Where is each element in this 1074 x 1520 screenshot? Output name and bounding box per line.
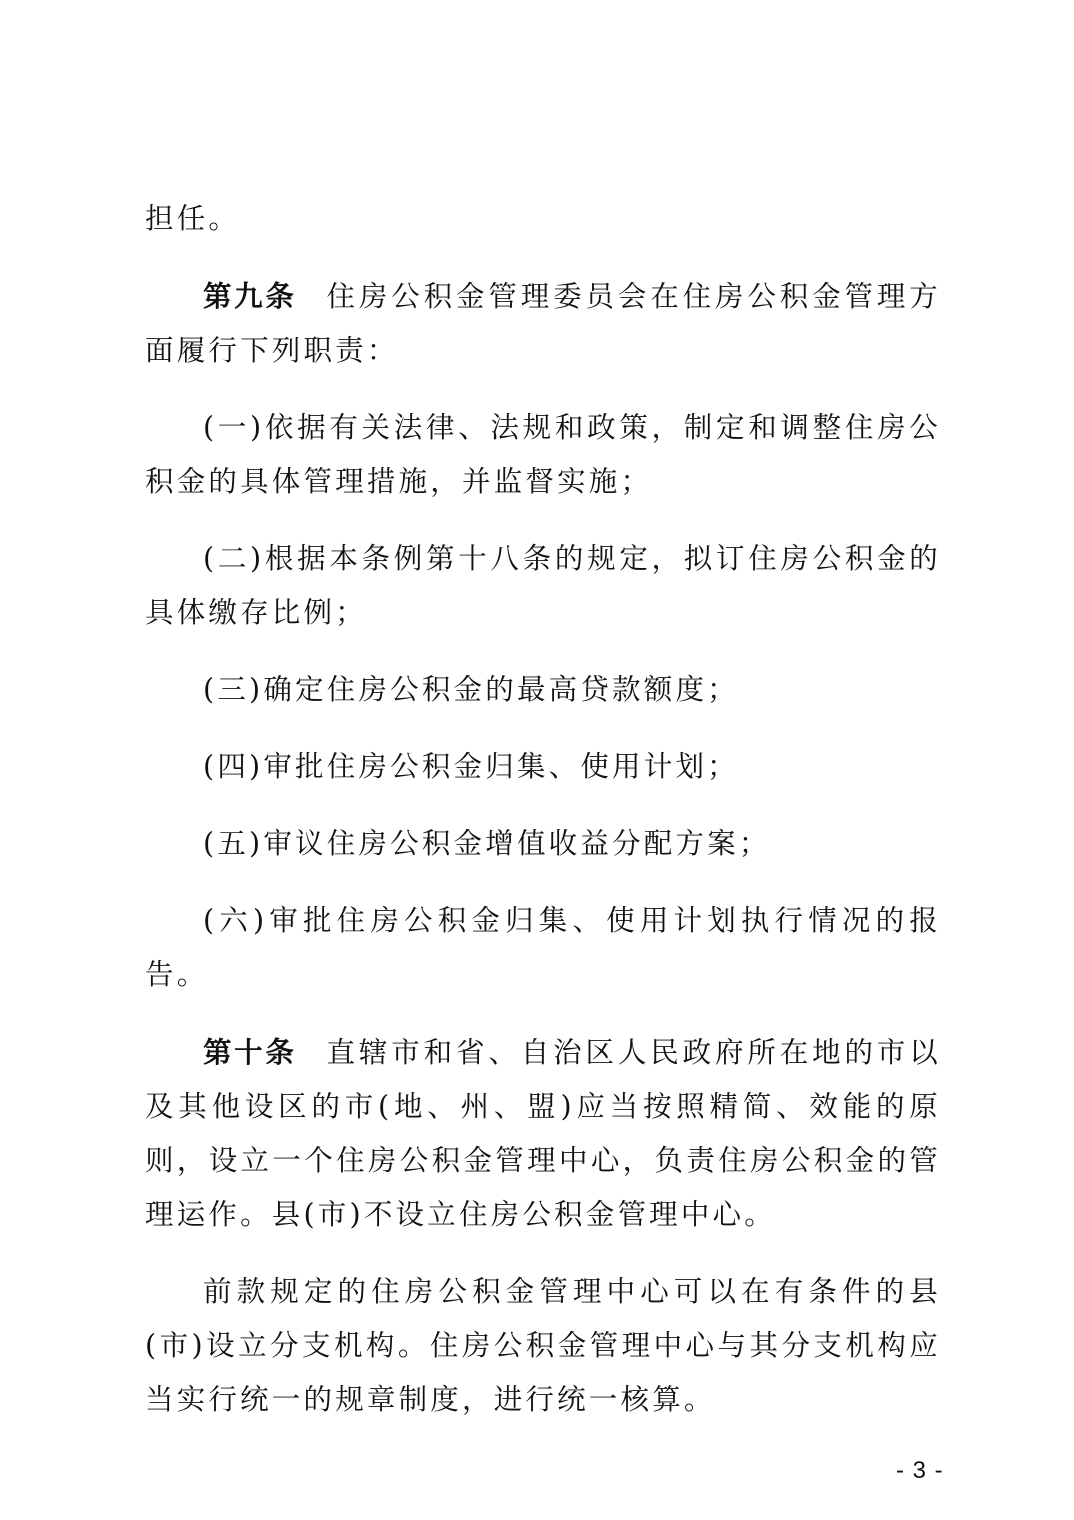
item-5-text: (五)审议住房公积金增值收益分配方案； [203, 827, 771, 860]
article-9-item-6 [145, 894, 941, 1002]
paragraph-continuation [145, 192, 941, 246]
continuation-text: 担任。 [145, 202, 241, 235]
article-10-paragraph-2-text: 前款规定的住房公积金管理中心可以在有条件的县(市)设立分支机构。住房公积金管理中心与其分支机构应当实行统一的规章制度，进行统一核算。 [145, 1275, 941, 1416]
article-9-title: 第九条 [203, 279, 297, 313]
item-3-text: (三)确定住房公积金的最高贷款额度； [203, 673, 739, 706]
article-9-body: 住房公积金管理委员会在住房公积金管理方面履行下列职责： [145, 280, 941, 367]
article-9-item-1 [145, 401, 941, 509]
article-10 [145, 1025, 941, 1242]
item-6-text: (六)审批住房公积金归集、使用计划执行情况的报告。 [145, 904, 941, 991]
article-9-item-3 [145, 663, 941, 717]
article-10-paragraph-2 [145, 1265, 941, 1427]
item-4-text: (四)审批住房公积金归集、使用计划； [203, 750, 739, 783]
article-9-item-2 [145, 532, 941, 640]
article-9 [145, 269, 941, 378]
document-body [145, 192, 941, 1450]
page-number: - 3 - [896, 1457, 944, 1484]
article-10-title: 第十条 [203, 1035, 297, 1069]
article-9-item-4 [145, 740, 941, 794]
item-2-text: (二)根据本条例第十八条的规定，拟订住房公积金的具体缴存比例； [145, 542, 941, 629]
article-10-body: 直辖市和省、自治区人民政府所在地的市以及其他设区的市(地、州、盟)应当按照精简、效能的原则，设立一个住房公积金管理中心，负责住房公积金的管理运作。县(市)不设立住房公积金管理中心。 [145, 1036, 941, 1231]
item-1-text: (一)依据有关法律、法规和政策，制定和调整住房公积金的具体管理措施，并监督实施； [145, 411, 941, 498]
article-9-item-5 [145, 817, 941, 871]
